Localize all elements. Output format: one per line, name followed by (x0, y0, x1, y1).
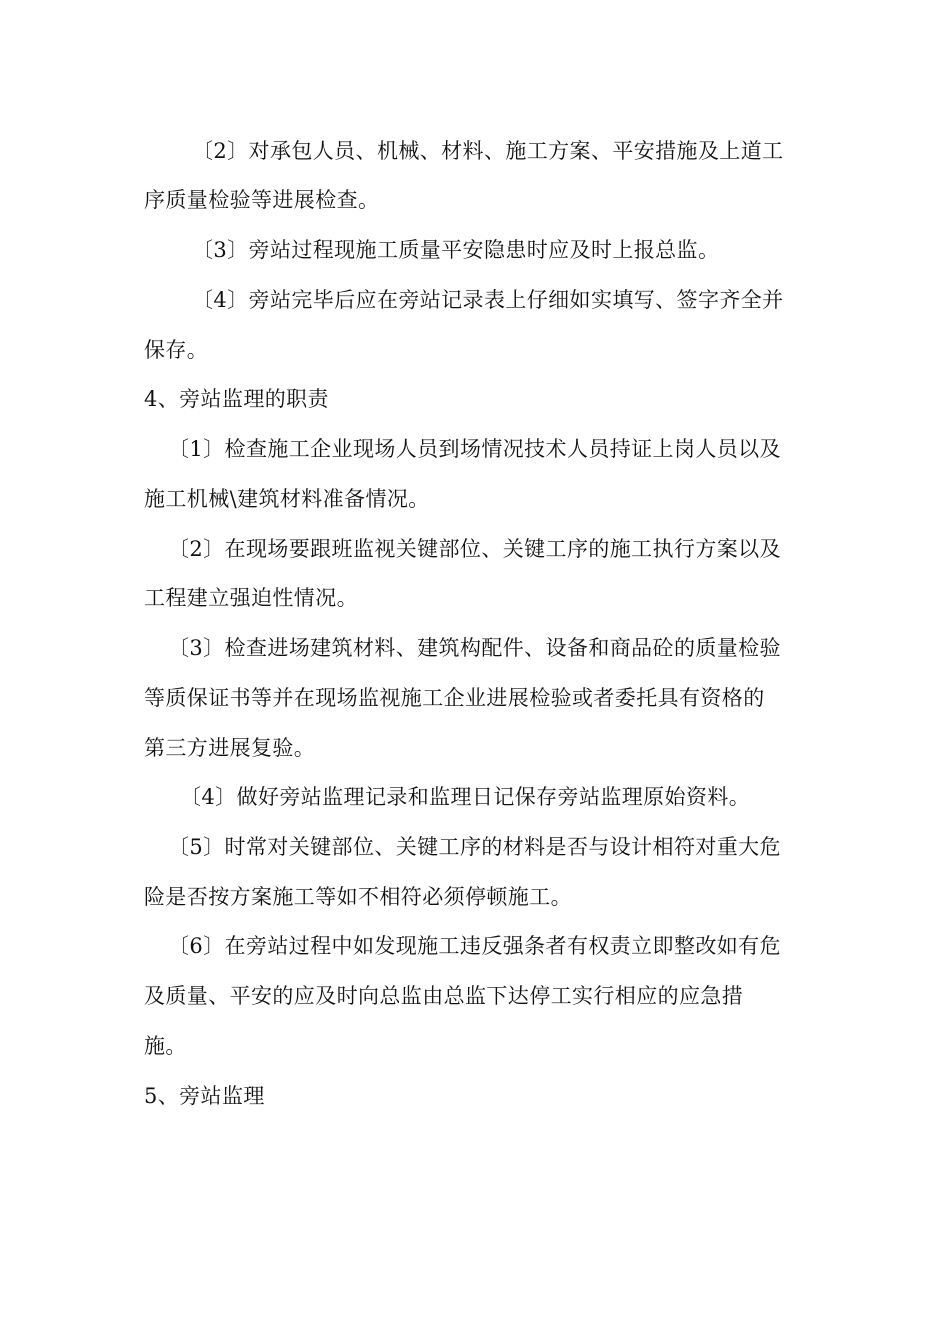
paragraph-line-19: 施。 (144, 1034, 187, 1058)
paragraph-line-16: 险是否按方案施工等如不相符必须停顿施工。 (144, 885, 572, 909)
paragraph-line-13: 第三方进展复验。 (144, 736, 316, 760)
paragraph-line-8: 施工机械\建筑材料准备情况。 (144, 487, 430, 511)
paragraph-line-1: 〔2〕对承包人员、机械、材料、施工方案、平安措施及上道工 (192, 139, 784, 163)
paragraph-line-12: 等质保证书等并在现场监视施工企业进展检验或者委托具有资格的 (144, 686, 765, 710)
paragraph-line-17: 〔6〕在旁站过程中如发现施工违反强条者有权责立即整改如有危 (168, 934, 781, 958)
paragraph-line-7: 〔1〕检查施工企业现场人员到场情况技术人员持证上岗人员以及 (168, 437, 781, 461)
paragraph-line-2: 序质量检验等进展检查。 (144, 188, 380, 212)
paragraph-line-9: 〔2〕在现场要跟班监视关键部位、关键工序的施工执行方案以及 (168, 537, 781, 561)
paragraph-line-10: 工程建立强迫性情况。 (144, 586, 358, 610)
paragraph-line-15: 〔5〕时常对关键部位、关键工序的材料是否与设计相符对重大危 (168, 835, 781, 859)
paragraph-line-5: 保存。 (144, 338, 209, 362)
paragraph-line-18: 及质量、平安的应及时向总监由总监下达停工实行相应的应急措 (144, 984, 744, 1008)
paragraph-line-11: 〔3〕检查进场建筑材料、建筑构配件、设备和商品砼的质量检验 (168, 636, 781, 660)
paragraph-line-14: 〔4〕做好旁站监理记录和监理日记保存旁站监理原始资料。 (180, 785, 751, 809)
paragraph-line-3: 〔3〕旁站过程现施工质量平安隐患时应及时上报总监。 (192, 238, 720, 262)
section-heading-4: 4、旁站监理的职责 (144, 387, 329, 411)
paragraph-line-4: 〔4〕旁站完毕后应在旁站记录表上仔细如实填写、签字齐全并 (192, 288, 784, 312)
section-heading-5: 5、旁站监理 (144, 1084, 265, 1108)
